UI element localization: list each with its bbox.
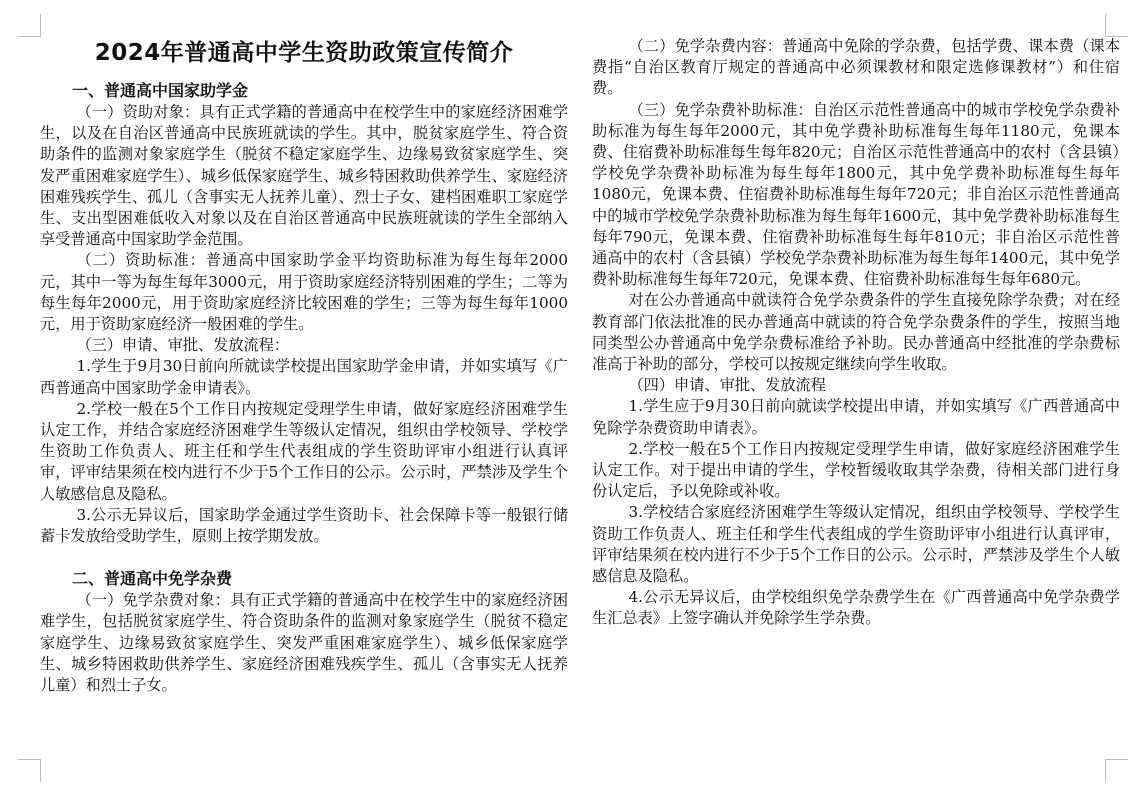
paragraph: 3.学校结合家庭经济困难学生等级认定情况，组织由学校领导、学校学生资助工作负责人、班主任和学生代表组成的学生资助评审小组进行认真评审，评审结果须在校内进行不少于5个工作日的公示。公示时，严禁涉及学生个人敏感信息及隐私。 [592, 503, 1120, 586]
left-column [40, 36, 568, 696]
document-title: 2024年普通高中学生资助政策宣传简介 [94, 40, 514, 66]
crop-mark-bottom-right [1105, 759, 1128, 782]
section-heading-fee-waiver: 二、普通高中免学杂费 [72, 569, 233, 589]
paragraph: （三）申请、审批、发放流程： [76, 336, 290, 355]
section-heading-national-grant: 一、普通高中国家助学金 [72, 81, 249, 100]
paragraph: 1.学生应于9月30日前向就读学校提出申请，并如实填写《广西普通高中免除学杂费资助申请表》。 [592, 397, 1120, 437]
crop-mark-bottom-left [18, 759, 41, 782]
paragraph: 3.公示无异议后，国家助学金通过学生资助卡、社会保障卡等一般银行储蓄卡发放给受助学生，原则上按学期发放。 [40, 505, 568, 546]
crop-mark-top-left [18, 14, 41, 37]
paragraph: （二）资助标准：普通高中国家助学金平均资助标准为每生每年2000元，其中一等为每生每年3000元，用于资助家庭经济特别困难的学生；二等为每生每年2000元，用于资助家庭经济比较困难的学生；三等为每生每年1000元，用于资助家庭经济一般困难的学生。 [40, 251, 568, 334]
paragraph: 对在公办普通高中就读符合免学杂费条件的学生直接免除学杂费；对在经教育部门依法批准的民办普通高中就读的符合免学杂费条件的学生，按照当地同类型公办普通高中免学杂费标准给予补助。民办普通高中经批准的学杂费标准高于补助的部分，学校可以按规定继续向学生收取。 [592, 291, 1120, 374]
paragraph: 1.学生于9月30日前向所就读学校提出国家助学金申请，并如实填写《广西普通高中国家助学金申请表》。 [40, 357, 568, 397]
paragraph: （四）申请、审批、发放流程 [628, 376, 826, 395]
paragraph: 4.公示无异议后，由学校组织免学杂费学生在《广西普通高中免学杂费学生汇总表》上签字确认并免除学生学杂费。 [592, 588, 1120, 628]
paragraph: （三）免学杂费补助标准：自治区示范性普通高中的城市学校免学杂费补助标准为每生每年2000元，其中免学费补助标准每生每年1180元，免课本费、住宿费补助标准每生每年820元；自治区示范性普通高中的农村（含县镇）学校免学杂费补助标准为每生每年1800元，其中免学费补助标准每生每年1080元，免课本费、住宿费补助标准每生每年720元；非自治区示范性普通高中的城市学校免学杂费补助标准为每生每年1600元，其中免学费补助标准每生每年790元，免课本费、住宿费补助标准每生每年810元；非自治区示范性普通高中的农村（含县镇）学校免学杂费补助标准为每生每年1400元，其中免学费补助标准每生每年720元，免课本费、住宿费补助标准每生每年680元。 [592, 100, 1120, 289]
paragraph: （一）资助对象：具有正式学籍的普通高中在校学生中的家庭经济困难学生，以及在自治区普通高中民族班就读的学生。其中，脱贫家庭学生、符合资助条件的监测对象家庭学生（脱贫不稳定家庭学生、边缘易致贫家庭学生、突发严重困难家庭学生）、城乡低保家庭学生、城乡特困救助供养学生、家庭经济困难残疾学生、孤儿（含事实无人抚养儿童）、烈士子女、建档困难职工家庭学生、支出型困难低收入对象以及在自治区普通高中民族班就读的学生全部纳入享受普通高中国家助学金范围。 [40, 103, 568, 249]
paragraph: 2.学校一般在5个工作日内按规定受理学生申请，做好家庭经济困难学生认定工作。对于提出申请的学生，学校暂缓收取其学杂费，待相关部门进行身份认定后，予以免除或补收。 [592, 439, 1120, 501]
right-column [592, 36, 1120, 630]
paragraph: 2.学校一般在5个工作日内按规定受理学生申请，做好家庭经济困难学生认定工作，并结合家庭经济困难学生等级认定情况，组织由学校领导、学校学生资助工作负责人、班主任和学生代表组成的学生资助评审小组进行认真评审，评审结果须在校内进行不少于5个工作日的公示。公示时，严禁涉及学生个人敏感信息及隐私。 [40, 399, 568, 503]
paragraph: （一）免学杂费对象：具有正式学籍的普通高中在校学生中的家庭经济困难学生，包括脱贫家庭学生、符合资助条件的监测对象家庭学生（脱贫不稳定家庭学生、边缘易致贫家庭学生、突发严重困难家庭学生）、城乡低保家庭学生、城乡特困救助供养学生、家庭经济困难残疾学生、孤儿（含事实无人抚养儿童）和烈士子女。 [40, 591, 568, 695]
paragraph: （二）免学杂费内容：普通高中免除的学杂费，包括学费、课本费（课本费指“自治区教育厅规定的普通高中必须课教材和限定选修课教材”）和住宿费。 [592, 37, 1120, 98]
crop-mark-top-right [1105, 14, 1128, 37]
